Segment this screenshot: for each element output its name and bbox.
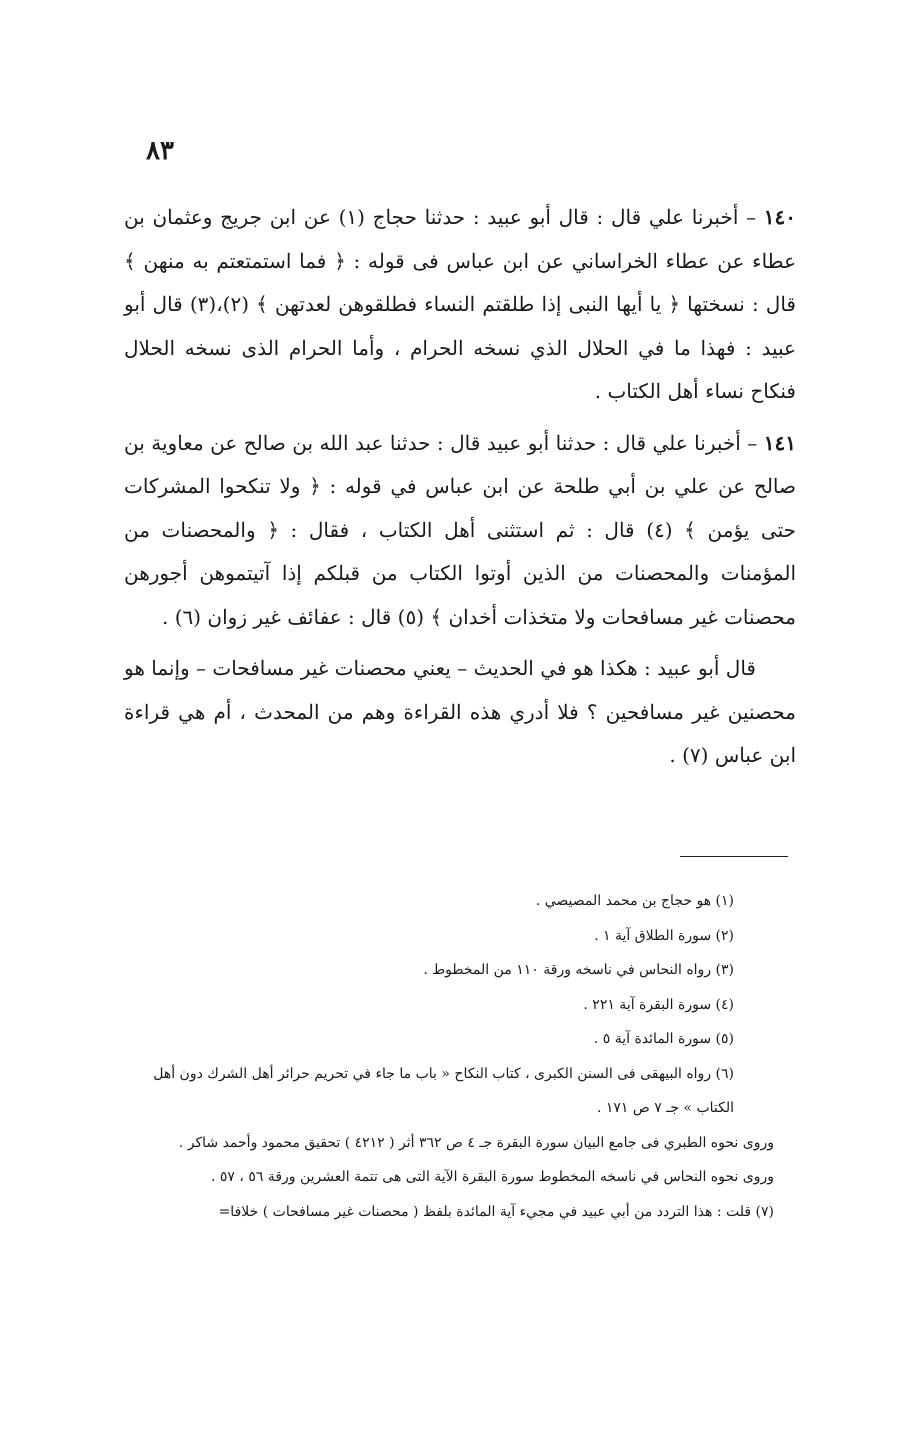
footnote-2: (٢) سورة الطلاق آية ١ .: [594, 927, 734, 944]
footnote-3: (٣) رواه النحاس في ناسخه ورقة ١١٠ من المخطوط .: [423, 962, 734, 978]
footnote-7: (٧) قلت : هذا التردد من أبي عبيد في مجيء آية المائدة بلفظ ( محصنات غير مسافحات ) خلافا=: [218, 1203, 774, 1220]
paragraph-141: [124, 422, 796, 640]
paragraph-number: ١٤١: [763, 430, 796, 455]
footnote-1: (١) هو حجاج بن محمد المصيصي .: [535, 893, 734, 909]
footnote-4: (٤) سورة البقرة آية ٢٢١ .: [583, 996, 734, 1013]
paragraph-140: [124, 196, 796, 414]
footnote-separator: [680, 856, 788, 857]
footnote-6-continued: وروى نحوه الطبري فى جامع البيان سورة البقرة جـ ٤ ص ٣٦٢ أثر ( ٤٢١٢ ) تحقيق محمود وأحمد شاكر .: [178, 1134, 774, 1151]
paragraph-text: قال أبو عبيد : هكذا هو في الحديث – يعني محصنات غير مسافحات – وإنما هو محصنين غير مسافحين ؟ فلا أدري هذه القراءة وهم من المحدث ، أم هي قراءة ابن عباس (٧) .: [124, 656, 796, 767]
main-text: [124, 196, 796, 786]
footnote-6-continued: وروى نحوه النحاس في ناسخه المخطوط سورة البقرة الآية التى هى تتمة العشرين ورقة ٥٦ ، ٥٧ .: [210, 1169, 774, 1185]
paragraph-text: – أخبرنا علي قال : حدثنا أبو عبيد قال : حدثنا عبد الله بن صالح عن معاوية بن صالح عن علي بن أبي طلحة عن ابن عباس في قوله : ﴿ ولا تنكحوا المشركات حتى يؤمن ﴾ (٤) قال : ثم استثنى أهل الكتاب ، فقال : ﴿ والمحصنات من المؤمنات والمحصنات من الذين أوتوا الكتاب من قبلكم إذا آتيتموهن أجورهن محصنات غير مسافحات ولا متخذات أخدان ﴾ (٥) قال : عفائف غير زوان (٦) .: [124, 430, 797, 629]
footnote-5: (٥) سورة المائدة آية ٥ .: [593, 1031, 734, 1047]
paragraph-number: ١٤٠: [763, 205, 796, 229]
footnote-6: (٦) رواه البيهقى فى السنن الكبرى ، كتاب النكاح « باب ما جاء في تحريم حرائر أهل الشرك دون أهل الكتاب » جـ ٧ ص ١٧١ .: [153, 1065, 734, 1116]
paragraph-text: – أخبرنا علي قال : قال أبو عبيد : حدثنا حجاج (١) عن ابن جريج وعثمان بن عطاء عن عطاء الخراساني عن ابن عباس فى قوله : ﴿ فما استمتعتم به منهن ﴾ قال : نسختها ﴿ يا أيها النبى إذا طلقتم النساء فطلقوهن لعدتهن ﴾ (٢)،(٣) قال أبو عبيد : فهذا ما في الحلال الذي نسخه الحرام ، وأما الحرام الذى نسخه الحلال فنكاح نساء أهل الكتاب .: [124, 205, 797, 403]
paragraph-abu-ubayd: [124, 647, 796, 778]
page-number: ٨٣: [146, 136, 174, 166]
footnotes: [126, 884, 774, 1229]
